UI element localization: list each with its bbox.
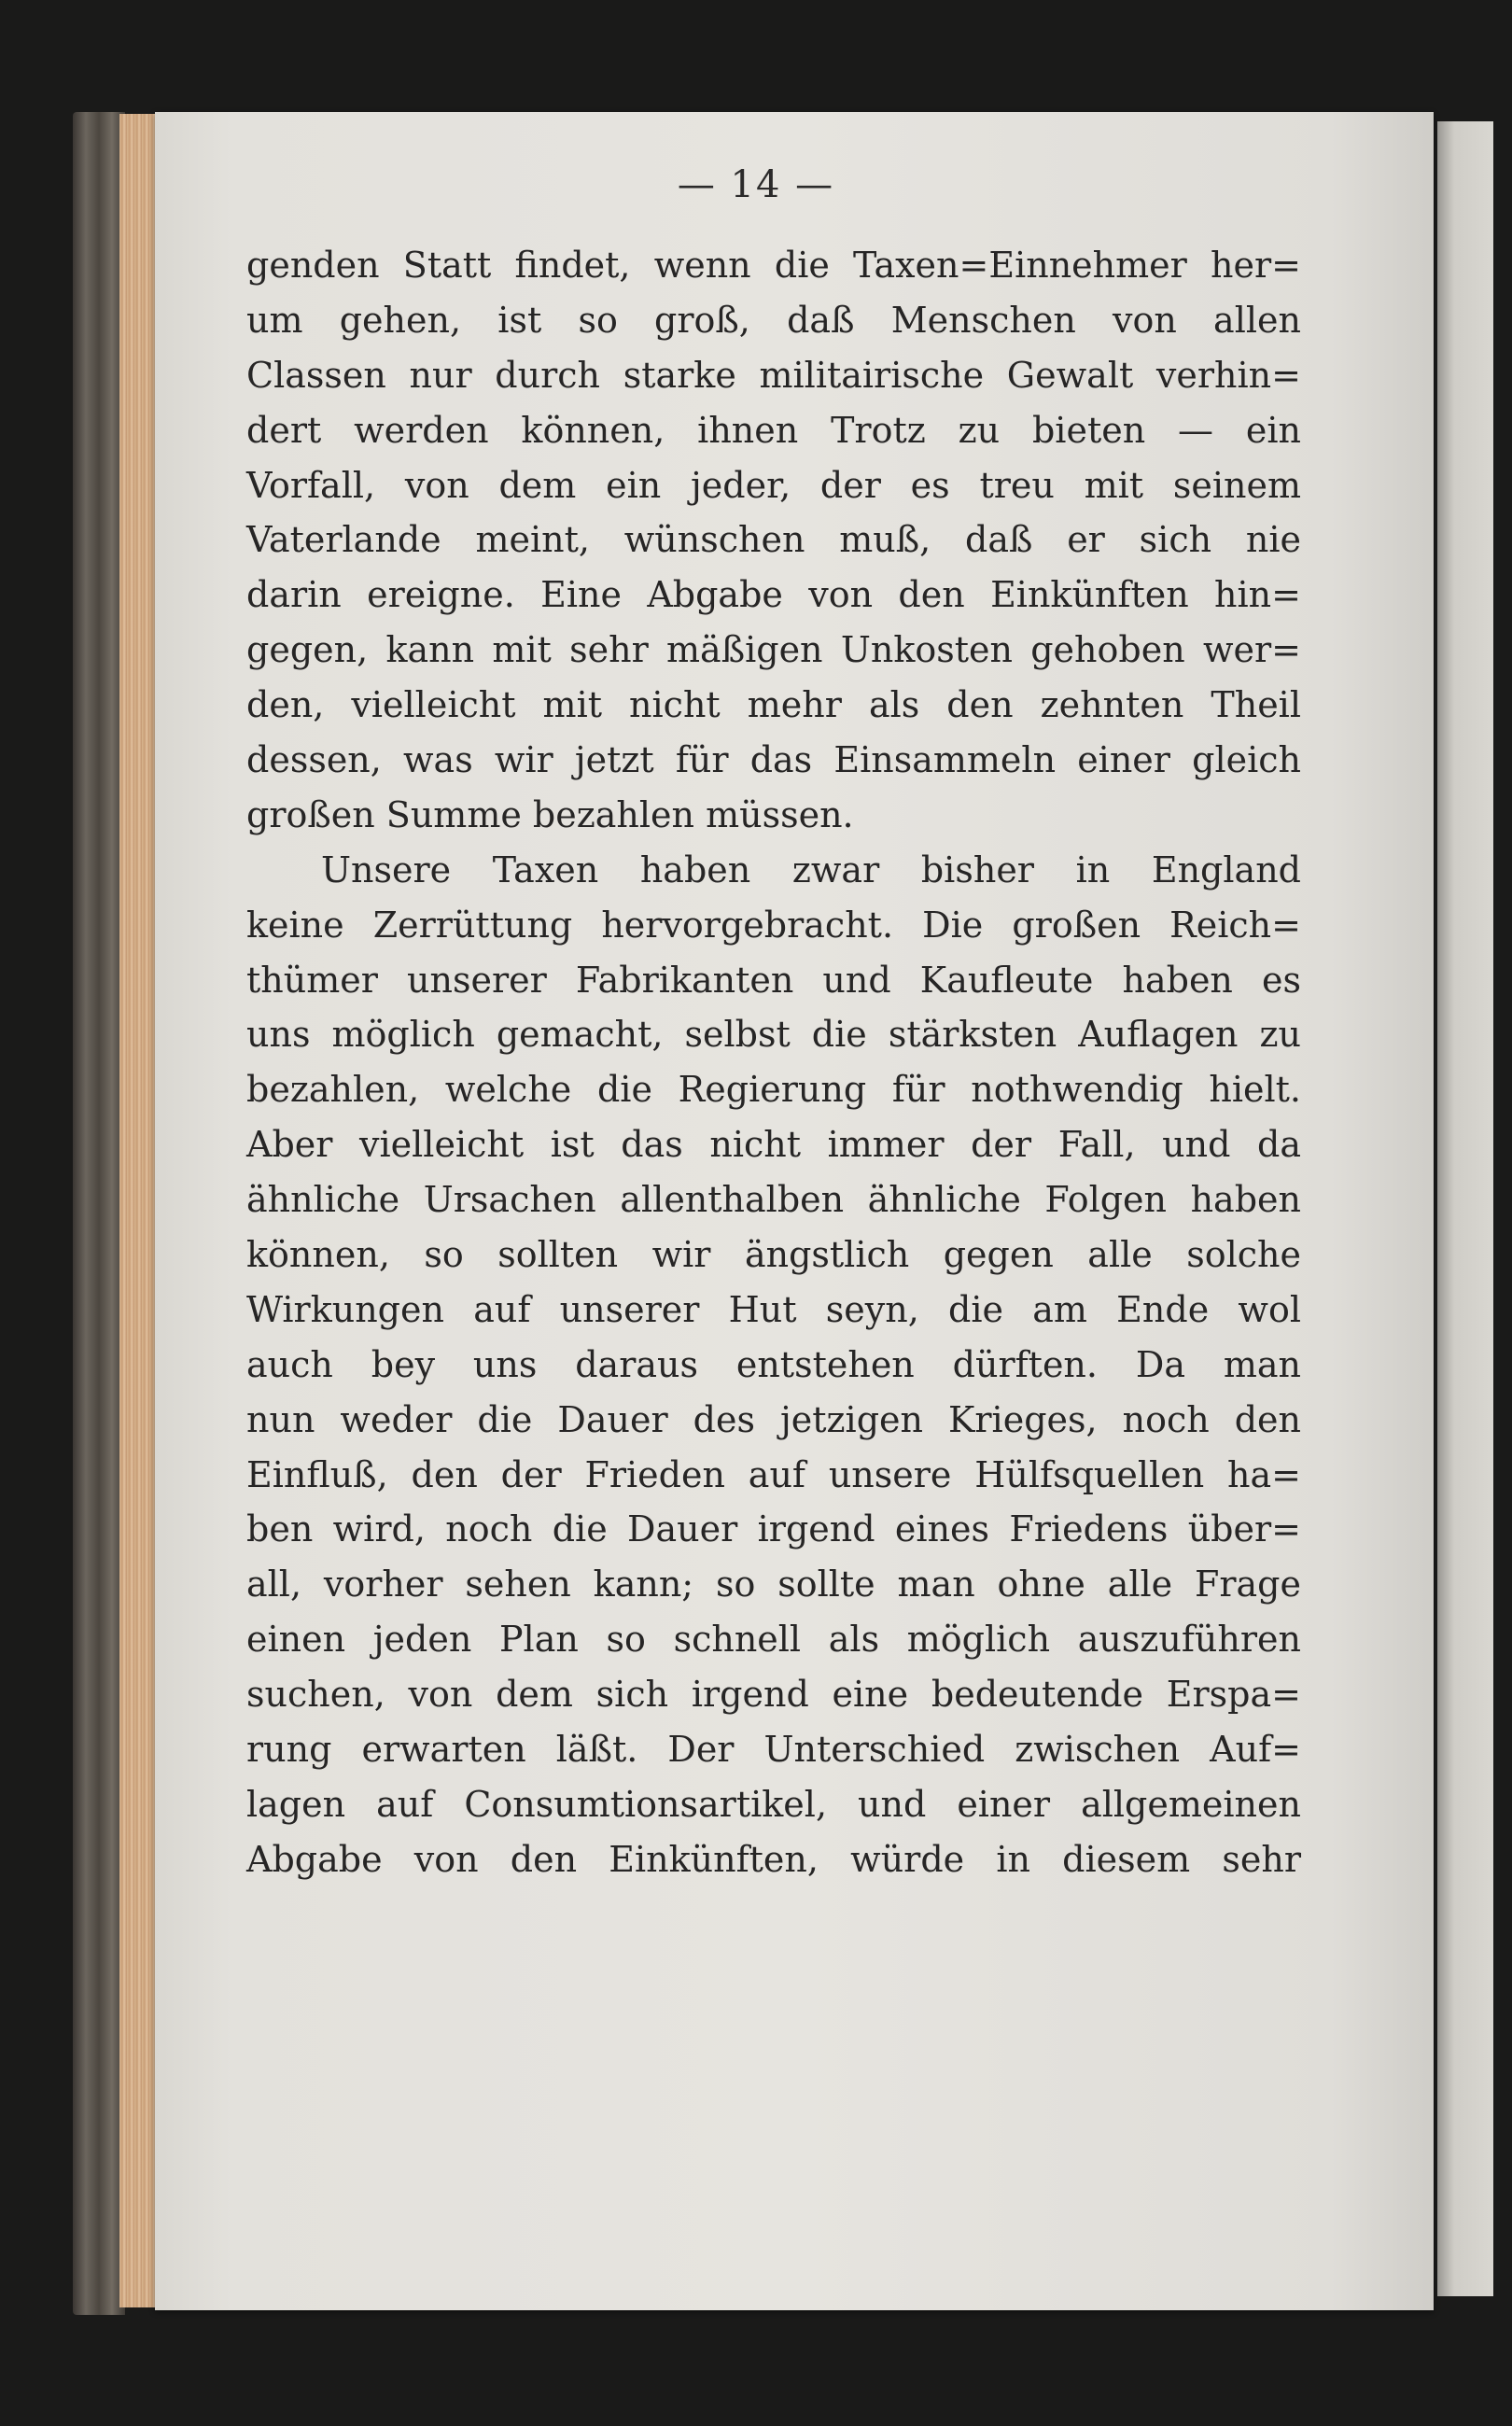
text-line: Unsere Taxen haben zwar bisher in England [321,848,1301,890]
text-line: Abgabe von den Einkünften, würde in diesem sehr [246,1838,1301,1880]
text-line: ähnliche Ursachen allenthalben ähnliche Folgen haben [246,1179,1301,1221]
text-line: den, vielleicht mit nicht mehr als den zehnten Theil [246,684,1301,726]
text-line: thümer unserer Fabrikanten und Kaufleute haben es [246,959,1301,1001]
text-line: dessen, was wir jetzt für das Einsammeln einer gleich [246,739,1301,781]
page-number: — 14 — [677,163,835,206]
text-line: dert werden können, ihnen Trotz zu bieten — ein [246,409,1301,451]
text-line: Wirkungen auf unserer Hut seyn, die am Ende wol [246,1288,1301,1330]
text-line: bezahlen, welche die Regierung für nothwendig hielt. [246,1069,1301,1111]
text-line: gegen, kann mit sehr mäßigen Unkosten gehoben wer= [246,629,1301,671]
text-line: Vorfall, von dem ein jeder, der es treu mit seinem [246,464,1301,506]
text-line: all, vorher sehen kann; so sollte man ohne alle Frage [246,1564,1301,1606]
text-line: auch bey uns daraus entstehen dürften. Da man [246,1343,1301,1385]
text-line: Vaterlande meint, wünschen muß, daß er sich nie [246,519,1301,561]
text-line: Aber vielleicht ist das nicht immer der Fall, und da [246,1124,1301,1166]
text-line: einen jeden Plan so schnell als möglich auszuführen [246,1619,1301,1661]
text-line: Classen nur durch starke militairische Gewalt verhin= [246,354,1301,396]
text-line: lagen auf Consumtionsartikel, und einer allgemeinen [246,1783,1301,1825]
text-line: können, so sollten wir ängstlich gegen alle solche [246,1234,1301,1276]
text-line: uns möglich gemacht, selbst die stärksten Auflagen zu [246,1014,1301,1056]
text-line: Einfluß, den der Frieden auf unsere Hülfsquellen ha= [246,1453,1301,1495]
text-line: rung erwarten läßt. Der Unterschied zwischen Auf= [246,1729,1301,1771]
text-line: suchen, von dem sich irgend eine bedeutende Erspa= [246,1674,1301,1716]
text-line: keine Zerrüttung hervorgebracht. Die großen Reich= [246,904,1301,946]
page-body [246,238,1301,1887]
text-line: genden Statt findet, wenn die Taxen=Einnehmer her= [246,245,1301,286]
text-line: großen Summe bezahlen müssen. [246,793,854,835]
text-line: um gehen, ist so groß, daß Menschen von allen [246,299,1301,341]
text-line: nun weder die Dauer des jetzigen Krieges, noch den [246,1398,1301,1440]
book-binding [73,112,125,2315]
text-line: ben wird, noch die Dauer irgend eines Friedens über= [246,1508,1301,1550]
facing-page-edge [1437,121,1493,2296]
text-line: darin ereigne. Eine Abgabe von den Einkünften hin= [246,574,1301,616]
